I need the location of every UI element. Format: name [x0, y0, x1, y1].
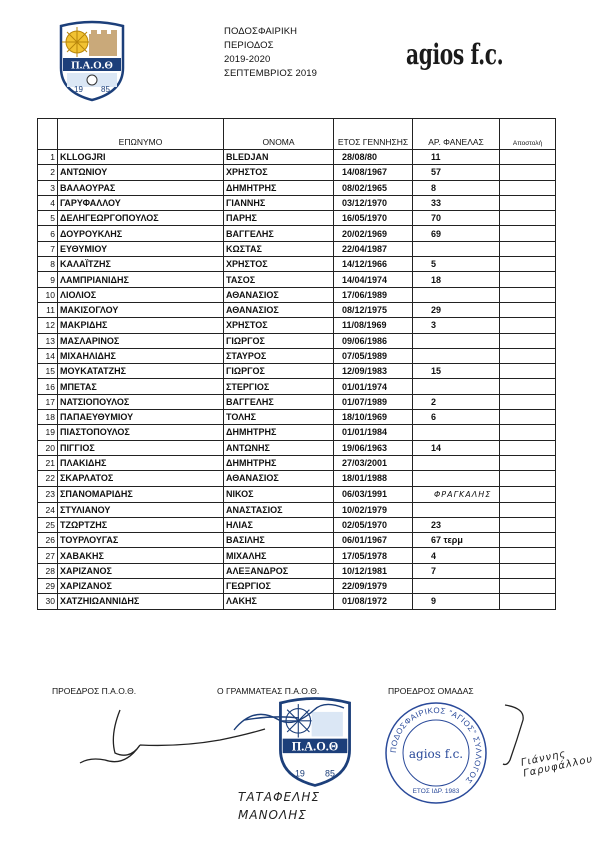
row-surname: ΓΑΡΥΦΑΛΛΟΥ: [58, 195, 224, 210]
row-dispatch: [500, 579, 556, 594]
header-jersey-number: ΑΡ. ΦΑΝΕΛΑΣ: [413, 119, 500, 150]
header-first-name: ΟΝΟΜΑ: [224, 119, 334, 150]
row-jersey-number: [413, 287, 500, 302]
row-surname: ΛΙΟΛΙΟΣ: [58, 287, 224, 302]
row-dispatch: [500, 287, 556, 302]
row-birth-date: 17/05/1978: [334, 548, 413, 563]
stamp-center-text: agios f.c.: [408, 747, 464, 761]
row-jersey-number: [413, 425, 500, 440]
row-first-name: ΝΙΚΟΣ: [224, 486, 334, 502]
row-jersey-number: 18: [413, 272, 500, 287]
row-surname: ΧΑΒΑΚΗΣ: [58, 548, 224, 563]
row-first-name: ΒΑΓΓΕΛΗΣ: [224, 226, 334, 241]
row-birth-date: 14/12/1966: [334, 257, 413, 272]
row-first-name: ΔΗΜΗΤΡΗΣ: [224, 180, 334, 195]
row-dispatch: [500, 455, 556, 470]
header-line-2: ΠΕΡΙΟΔΟΣ: [224, 40, 274, 51]
row-number: 12: [38, 318, 58, 333]
row-dispatch: [500, 471, 556, 486]
row-first-name: ΒΑΣΙΛΗΣ: [224, 533, 334, 548]
row-birth-date: 14/08/1967: [334, 165, 413, 180]
row-surname: KLLOGJRI: [58, 150, 224, 165]
row-first-name: ΧΡΗΣΤΟΣ: [224, 165, 334, 180]
row-birth-date: 10/02/1979: [334, 502, 413, 517]
row-dispatch: [500, 257, 556, 272]
row-number: 9: [38, 272, 58, 287]
row-number: 24: [38, 502, 58, 517]
row-number: 13: [38, 333, 58, 348]
table-row: [38, 440, 556, 455]
row-birth-date: 10/12/1981: [334, 563, 413, 578]
row-birth-date: 16/05/1970: [334, 211, 413, 226]
row-dispatch: [500, 318, 556, 333]
row-number: 10: [38, 287, 58, 302]
table-row: [38, 302, 556, 317]
row-surname: ΜΠΕΤΑΣ: [58, 379, 224, 394]
row-first-name: ΓΕΩΡΓΙΟΣ: [224, 579, 334, 594]
row-birth-date: 18/01/1988: [334, 471, 413, 486]
row-surname: ΜΑΚΙΣΟΓΛΟΥ: [58, 302, 224, 317]
header-surname: ΕΠΩΝΥΜΟ: [58, 119, 224, 150]
row-birth-date: 01/07/1989: [334, 394, 413, 409]
header-birth-year-text: ΕΤΟΣ ΓΕΝΝΗΣΗΣ: [337, 137, 409, 147]
table-row: [38, 425, 556, 440]
row-first-name: ΣΤΑΥΡΟΣ: [224, 348, 334, 363]
secretary-handwriting-line-1: ΤΑΤΑΦΕΛΗΣ: [238, 790, 320, 804]
row-number: 28: [38, 563, 58, 578]
table-row: [38, 348, 556, 363]
row-first-name: ΤΑΣΟΣ: [224, 272, 334, 287]
row-first-name: ΑΘΑΝΑΣΙΟΣ: [224, 471, 334, 486]
table-row: [38, 272, 556, 287]
row-surname: ΝΑΤΣΙΟΠΟΥΛΟΣ: [58, 394, 224, 409]
row-first-name: ΧΡΗΣΤΟΣ: [224, 318, 334, 333]
paoth-logo-year-right: 85: [101, 85, 110, 94]
row-first-name: ΤΟΛΗΣ: [224, 410, 334, 425]
table-row: [38, 364, 556, 379]
row-surname: ΕΥΘΥΜΙΟΥ: [58, 241, 224, 256]
row-number: 20: [38, 440, 58, 455]
row-surname: ΣΚΑΡΛΑΤΟΣ: [58, 471, 224, 486]
secretary-signature: [224, 690, 354, 740]
table-header-row: [38, 119, 556, 150]
row-surname: ΛΑΜΠΡΙΑΝΙΔΗΣ: [58, 272, 224, 287]
row-jersey-number: 9: [413, 594, 500, 609]
row-birth-date: 06/01/1967: [334, 533, 413, 548]
row-dispatch: [500, 348, 556, 363]
row-surname: ΚΑΛΑΪΤΖΗΣ: [58, 257, 224, 272]
table-row: [38, 594, 556, 609]
row-birth-date: 28/08/80: [334, 150, 413, 165]
row-first-name: ΑΘΑΝΑΣΙΟΣ: [224, 287, 334, 302]
row-dispatch: [500, 594, 556, 609]
row-jersey-number: [413, 379, 500, 394]
row-jersey-number: 7: [413, 563, 500, 578]
row-jersey-number: 57: [413, 165, 500, 180]
row-birth-date: 19/06/1963: [334, 440, 413, 455]
row-jersey-number: [413, 471, 500, 486]
row-dispatch: [500, 165, 556, 180]
row-dispatch: [500, 180, 556, 195]
row-first-name: ΑΝΤΩΝΗΣ: [224, 440, 334, 455]
row-jersey-number: 69: [413, 226, 500, 241]
row-number: 29: [38, 579, 58, 594]
row-number: 6: [38, 226, 58, 241]
row-number: 14: [38, 348, 58, 363]
row-jersey-number: 3: [413, 318, 500, 333]
row-surname: ΠΙΑΣΤΟΠΟΥΛΟΣ: [58, 425, 224, 440]
row-dispatch: [500, 226, 556, 241]
row-surname: ΔΕΛΗΓΕΩΡΓΟΠΟΥΛΟΣ: [58, 211, 224, 226]
row-first-name: ΓΙΑΝΝΗΣ: [224, 195, 334, 210]
row-surname: ΧΑΡΙΖΑΝΟΣ: [58, 563, 224, 578]
row-birth-date: 27/03/2001: [334, 455, 413, 470]
row-surname: ΧΑΤΖΗΙΩΑΝΝΙΔΗΣ: [58, 594, 224, 609]
table-row: [38, 502, 556, 517]
row-birth-date: 01/08/1972: [334, 594, 413, 609]
row-first-name: ΒΑΓΓΕΛΗΣ: [224, 394, 334, 409]
row-number: 16: [38, 379, 58, 394]
paoth-logo-small-year-left: 19: [294, 768, 305, 779]
row-jersey-number: 14: [413, 440, 500, 455]
table-row: [38, 394, 556, 409]
row-jersey-number: 4: [413, 548, 500, 563]
row-number: 15: [38, 364, 58, 379]
row-dispatch: [500, 425, 556, 440]
row-jersey-number: [413, 333, 500, 348]
row-jersey-number: 70: [413, 211, 500, 226]
row-surname: ΣΠΑΝΟΜΑΡΙΔΗΣ: [58, 486, 224, 502]
row-number: 2: [38, 165, 58, 180]
table-row: [38, 226, 556, 241]
header-line-1: ΠΟΔΟΣΦΑΙΡΙΚΗ: [224, 26, 298, 37]
row-dispatch: [500, 548, 556, 563]
row-birth-date: 02/05/1970: [334, 517, 413, 532]
row-surname: ΣΤΥΛΙΑΝΟΥ: [58, 502, 224, 517]
row-dispatch: [500, 517, 556, 532]
row-birth-date: 09/06/1986: [334, 333, 413, 348]
row-dispatch: [500, 211, 556, 226]
row-birth-date: 14/04/1974: [334, 272, 413, 287]
row-birth-date: 06/03/1991: [334, 486, 413, 502]
table-row: [38, 333, 556, 348]
row-jersey-number: 2: [413, 394, 500, 409]
row-birth-date: 20/02/1969: [334, 226, 413, 241]
row-dispatch: [500, 272, 556, 287]
table-row: [38, 165, 556, 180]
table-row: [38, 241, 556, 256]
paoth-logo: [57, 20, 127, 102]
row-birth-date: 12/09/1983: [334, 364, 413, 379]
table-row: [38, 318, 556, 333]
row-first-name: ΑΘΑΝΑΣΙΟΣ: [224, 302, 334, 317]
row-number: 26: [38, 533, 58, 548]
row-jersey-number: [413, 241, 500, 256]
table-row: [38, 257, 556, 272]
row-jersey-number: 29: [413, 302, 500, 317]
header-number: [38, 119, 58, 150]
row-first-name: ΜΙΧΑΛΗΣ: [224, 548, 334, 563]
row-surname: ΠΙΓΓΙΟΣ: [58, 440, 224, 455]
header-line-3: 2019-2020: [224, 54, 271, 65]
row-first-name: BLEDJAN: [224, 150, 334, 165]
row-first-name: ΧΡΗΣΤΟΣ: [224, 257, 334, 272]
row-number: 5: [38, 211, 58, 226]
paoth-logo-text: Π.Α.Ο.Θ: [71, 59, 113, 72]
row-number: 4: [38, 195, 58, 210]
row-number: 23: [38, 486, 58, 502]
table-row: [38, 211, 556, 226]
row-dispatch: [500, 333, 556, 348]
row-dispatch: [500, 364, 556, 379]
row-first-name: ΠΑΡΗΣ: [224, 211, 334, 226]
table-row: [38, 287, 556, 302]
row-birth-date: 17/06/1989: [334, 287, 413, 302]
row-surname: ΑΝΤΩΝΙΟΥ: [58, 165, 224, 180]
row-birth-date: 07/05/1989: [334, 348, 413, 363]
row-birth-date: 08/02/1965: [334, 180, 413, 195]
row-surname: ΤΟΥΡΛΟΥΓΑΣ: [58, 533, 224, 548]
row-number: 18: [38, 410, 58, 425]
svg-text:ΠΟΔΟΣΦΑΙΡΙΚΟΣ “ΑΓΙΟΣ” ΣΥΛΛΟΓΟΣ: [389, 706, 483, 785]
row-first-name: ΓΙΩΡΓΟΣ: [224, 333, 334, 348]
header-line-4: ΣΕΠΤΕΜΒΡΙΟΣ 2019: [224, 68, 318, 79]
row-jersey-number: 11: [413, 150, 500, 165]
row-number: 7: [38, 241, 58, 256]
row-dispatch: [500, 440, 556, 455]
row-surname: ΠΛΑΚΙΔΗΣ: [58, 455, 224, 470]
row-jersey-number: [413, 579, 500, 594]
header-dispatch: Αποστολή: [500, 119, 556, 150]
row-jersey-number: [413, 348, 500, 363]
row-first-name: ΑΝΑΣΤΑΣΙΟΣ: [224, 502, 334, 517]
row-birth-date: 22/09/1979: [334, 579, 413, 594]
table-row: [38, 180, 556, 195]
row-first-name: ΗΛΙΑΣ: [224, 517, 334, 532]
row-first-name: ΔΗΜΗΤΡΗΣ: [224, 425, 334, 440]
row-dispatch: [500, 150, 556, 165]
row-jersey-number: 5: [413, 257, 500, 272]
row-number: 27: [38, 548, 58, 563]
row-birth-date: 11/08/1969: [334, 318, 413, 333]
row-number: 11: [38, 302, 58, 317]
row-birth-date: 01/01/1984: [334, 425, 413, 440]
row-dispatch: [500, 195, 556, 210]
row-first-name: ΣΤΕΡΓΙΟΣ: [224, 379, 334, 394]
table-row: [38, 379, 556, 394]
row-first-name: ΑΛΕΞΑΝΔΡΟΣ: [224, 563, 334, 578]
row-number: 1: [38, 150, 58, 165]
row-dispatch: [500, 563, 556, 578]
row-jersey-number: [413, 502, 500, 517]
row-birth-date: 08/12/1975: [334, 302, 413, 317]
row-first-name: ΚΩΣΤΑΣ: [224, 241, 334, 256]
row-jersey-number: 6: [413, 410, 500, 425]
row-number: 8: [38, 257, 58, 272]
row-surname: ΧΑΡΙΖΑΝΟΣ: [58, 579, 224, 594]
row-number: 19: [38, 425, 58, 440]
row-dispatch: [500, 486, 556, 502]
row-dispatch: [500, 394, 556, 409]
row-birth-date: 03/12/1970: [334, 195, 413, 210]
document-header: [224, 25, 317, 81]
table-row: [38, 517, 556, 532]
stamp-ring-text: ΠΟΔΟΣΦΑΙΡΙΚΟΣ “ΑΓΙΟΣ” ΣΥΛΛΟΓΟΣ: [388, 705, 484, 786]
row-dispatch: [500, 502, 556, 517]
row-jersey-number: 33: [413, 195, 500, 210]
row-surname: ΤΖΩΡΤΖΗΣ: [58, 517, 224, 532]
row-number: 17: [38, 394, 58, 409]
row-jersey-number: [413, 455, 500, 470]
row-jersey-number: [413, 486, 500, 502]
table-row: [38, 533, 556, 548]
row-jersey-number: 8: [413, 180, 500, 195]
label-secretary-org: Ο ΓΡΑΜΜΑΤΕΑΣ Π.Α.Ο.Θ.: [217, 686, 320, 696]
paoth-logo-small-year-right: 85: [325, 768, 335, 779]
row-jersey-number: 23: [413, 517, 500, 532]
row-first-name: ΔΗΜΗΤΡΗΣ: [224, 455, 334, 470]
row-jersey-number: 67 τερμ: [413, 533, 500, 548]
row-number: 22: [38, 471, 58, 486]
row-birth-date: 01/01/1974: [334, 379, 413, 394]
row-number: 21: [38, 455, 58, 470]
secretary-handwriting-line-2: ΜΑΝΟΛΗΣ: [238, 808, 307, 822]
table-row: [38, 455, 556, 470]
table-row: [38, 579, 556, 594]
row-surname: ΜΑΚΡΙΔΗΣ: [58, 318, 224, 333]
row-surname: ΜΟΥΚΑΤΑΤΖΗΣ: [58, 364, 224, 379]
row-surname: ΜΙΧΑΗΛΙΔΗΣ: [58, 348, 224, 363]
paoth-logo-year-left: 19: [74, 85, 83, 94]
table-row: [38, 563, 556, 578]
row-number: 25: [38, 517, 58, 532]
table-row: [38, 548, 556, 563]
paoth-logo-small-text: Π.Α.Ο.Θ: [291, 739, 339, 754]
row-jersey-number: 15: [413, 364, 500, 379]
row-surname: ΠΑΠΑΕΥΘΥΜΙΟΥ: [58, 410, 224, 425]
row-first-name: ΛΑΚΗΣ: [224, 594, 334, 609]
label-president-org: ΠΡΟΕΔΡΟΣ Π.Α.Ο.Θ.: [52, 686, 137, 696]
row-surname: ΔΟΥΡΟΥΚΛΗΣ: [58, 226, 224, 241]
row-first-name: ΓΙΩΡΓΟΣ: [224, 364, 334, 379]
row-surname: ΒΑΛΑΟΥΡΑΣ: [58, 180, 224, 195]
team-president-signature: Γιάννης Γαρυφάλλου: [520, 748, 595, 780]
table-row: [38, 486, 556, 502]
stamp-bottom-text: ΕΤΟΣ ΙΔΡ. 1983: [412, 788, 460, 795]
table-row: [38, 195, 556, 210]
agios-fc-logo: agios f.c.: [406, 38, 504, 71]
row-dispatch: [500, 379, 556, 394]
row-birth-date: 22/04/1987: [334, 241, 413, 256]
row-dispatch: [500, 302, 556, 317]
row-surname: ΜΑΣΛΑΡΙΝΟΣ: [58, 333, 224, 348]
row-number: 30: [38, 594, 58, 609]
header-birth-year: [334, 119, 413, 150]
roster-table: [37, 118, 556, 610]
row-number: 3: [38, 180, 58, 195]
row-birth-date: 18/10/1969: [334, 410, 413, 425]
row-dispatch: [500, 533, 556, 548]
row-dispatch: [500, 410, 556, 425]
team-stamp: [383, 700, 489, 806]
handwritten-note: ΦΡΑΓΚΑΛΗΣ: [434, 489, 492, 499]
label-president-team: ΠΡΟΕΔΡΟΣ ΟΜΑΔΑΣ: [388, 686, 474, 696]
table-row: [38, 410, 556, 425]
table-row: [38, 471, 556, 486]
table-row: [38, 150, 556, 165]
row-dispatch: [500, 241, 556, 256]
